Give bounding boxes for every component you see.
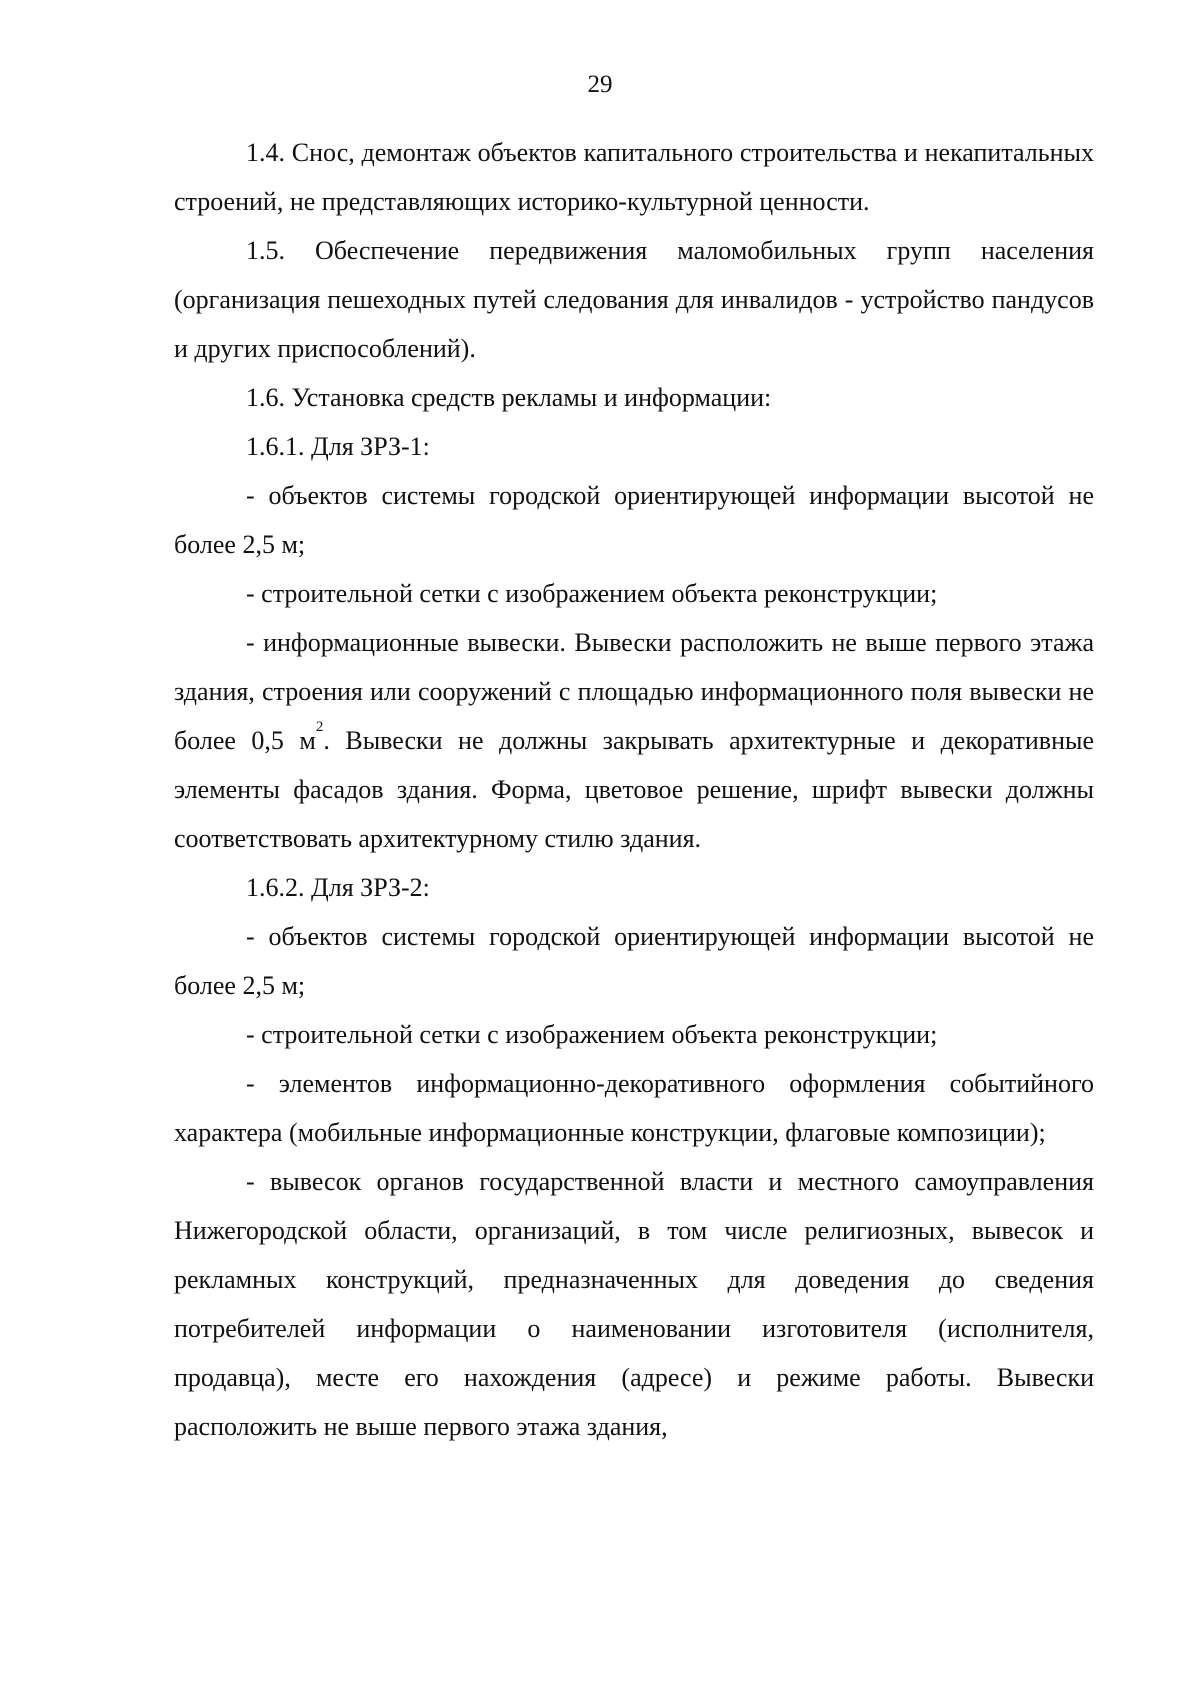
paragraph-zrz2-government-signs: - вывесок органов государственной власти и местного самоуправления Нижегородской области, организаций, в том числе религиозных, вывесок и рекламных конструкций, предназначенных для доведения до сведения потребителей информации о наименовании изготовителя (исполнителя, продавца), месте его нахождения (адресе) и режиме работы. Вывески расположить не выше первого этажа здания, [174,1167,1094,1441]
paragraph-zrz1-info-signs [174,618,1094,863]
signs-text-after: . Вывески не должны закрывать архитектурные и декоративные элементы фасадов здания. Форма, цветовое решение, шрифт вывески должны соответствовать архитектурному стилю здания. [174,726,1094,853]
paragraph-1-6-2-heading: 1.6.2. Для ЗРЗ-2: [246,873,430,902]
document-body [174,128,1094,1451]
paragraph-zrz1-orientation-info: - объектов системы городской ориентирующей информации высотой не более 2,5 м; [174,481,1094,559]
paragraph-1-5: 1.5. Обеспечение передвижения маломобильных групп населения (организация пешеходных путей следования для инвалидов - устройство пандусов и других приспособлений). [174,236,1094,363]
paragraph-zrz2-decorative-elements: - элементов информационно-декоративного оформления событийного характера (мобильные информационные конструкции, флаговые композиции); [174,1069,1094,1147]
square-meter-superscript: 2 [315,719,324,735]
paragraph-zrz1-construction-mesh: - строительной сетки с изображением объекта реконструкции; [246,579,938,608]
paragraph-zrz2-construction-mesh: - строительной сетки с изображением объекта реконструкции; [246,1020,938,1049]
paragraph-zrz2-orientation-info: - объектов системы городской ориентирующей информации высотой не более 2,5 м; [174,922,1094,1000]
page-number: 29 [587,71,613,98]
paragraph-1-4: 1.4. Снос, демонтаж объектов капитального строительства и некапитальных строений, не представляющих историко-культурной ценности. [174,138,1094,216]
signs-text-before: - информационные вывески. Вывески расположить не выше первого этажа здания, строения или сооружений с площадью информационного поля вывески не более 0,5 м [174,628,1094,755]
paragraph-1-6-1-heading: 1.6.1. Для ЗРЗ-1: [246,432,430,461]
paragraph-1-6: 1.6. Установка средств рекламы и информации: [246,383,772,412]
